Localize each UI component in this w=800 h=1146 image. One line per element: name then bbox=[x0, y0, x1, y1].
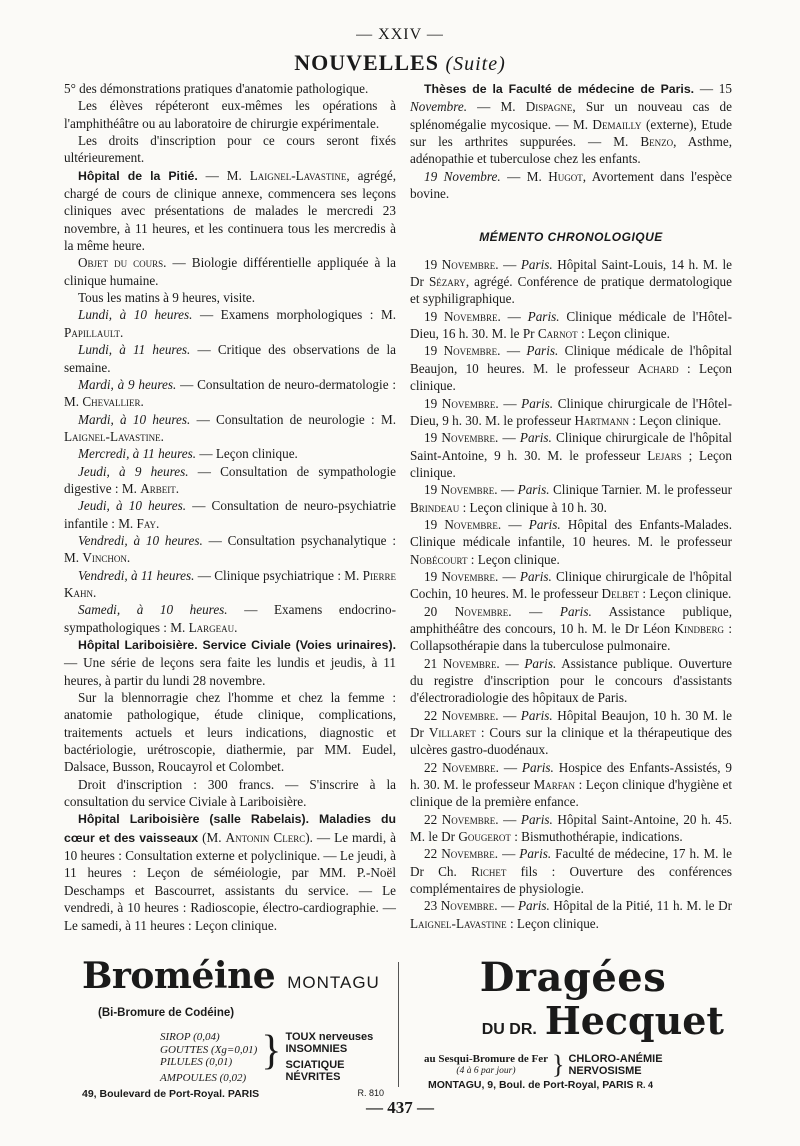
entry-text: Clinique chirurgicale de l'hôpital Cochin, 10 heures. M. le professeur bbox=[410, 568, 732, 602]
entry-text: Clinique médicale de l'Hôtel-Dieu, 16 h. 30. M. le Pr bbox=[410, 308, 732, 342]
person-name: Villaret bbox=[428, 725, 476, 741]
separator: — bbox=[498, 846, 520, 862]
entry-text: Clinique médicale de l'hôpital Beaujon, 10 heures. M. le professeur bbox=[410, 343, 732, 376]
person-name: Benzo bbox=[640, 134, 674, 150]
text: , Avortement dans l'espèce bovine. bbox=[410, 168, 732, 202]
entry-date: 20 Novembre. bbox=[424, 603, 512, 619]
paragraph: 5° des démonstrations pratiques d'anatomie pathologique. bbox=[64, 81, 369, 96]
entry-date: 19 Novembre. bbox=[424, 308, 501, 324]
entry-date: 19 Novembre. bbox=[424, 516, 502, 532]
indication: NÉVRITES bbox=[285, 1071, 341, 1083]
text: — Clinique psychiatrique : M. bbox=[194, 567, 363, 583]
entry-date: 19 Novembre. bbox=[424, 343, 501, 359]
text: — M. bbox=[500, 168, 549, 184]
entry-city: Paris. bbox=[517, 482, 550, 498]
text: — Consultation de neuro-psychiatrie infantile : M. bbox=[64, 498, 396, 531]
section-title: Hôpital Lariboisière (salle Rabelais). Maladies du cœur et des vaisseaux bbox=[64, 812, 396, 845]
entry-city: Paris. bbox=[528, 516, 561, 532]
text: . bbox=[126, 550, 131, 566]
entry-date: 22 Novembre. bbox=[424, 846, 499, 862]
memento-entry bbox=[410, 811, 732, 846]
forms-list bbox=[160, 1031, 257, 1084]
text: — Biologie différentielle appliquée à la clinique humaine. bbox=[64, 255, 396, 288]
heading-suffix: (Suite) bbox=[445, 53, 506, 75]
ad-forms bbox=[160, 1028, 394, 1084]
memento-entry bbox=[410, 256, 732, 308]
text: — Leçon clinique. bbox=[196, 446, 298, 462]
brace-icon: } bbox=[261, 1028, 282, 1074]
person-name: Laignel-Lavastine bbox=[410, 915, 507, 931]
paragraph: Tous les matins à 9 heures, visite. bbox=[78, 290, 256, 306]
person-name: Fay bbox=[136, 515, 157, 531]
indications bbox=[285, 1031, 373, 1084]
time: Mardi, à 10 heures. bbox=[78, 411, 191, 427]
person-name: Chevallier bbox=[82, 394, 141, 410]
memento-entry bbox=[410, 395, 732, 430]
time: Jeudi, à 10 heures. bbox=[78, 498, 187, 514]
time: Samedi, à 10 heures. bbox=[78, 602, 228, 618]
composition-line: au Sesqui-Bromure de Fer bbox=[424, 1052, 548, 1065]
ad-brand bbox=[82, 956, 394, 1003]
person-name: Carnot bbox=[537, 326, 578, 342]
section-title: Hôpital de la Pitié. bbox=[78, 168, 198, 183]
paragraph bbox=[410, 168, 732, 203]
text: . bbox=[156, 515, 160, 531]
indication: TOUX nerveuses bbox=[285, 1031, 374, 1043]
text: . bbox=[140, 394, 144, 410]
form-item: GOUTTES (Xg=0,01) bbox=[160, 1043, 258, 1056]
right-column bbox=[410, 80, 732, 932]
memento-list bbox=[410, 256, 732, 932]
entry-text: : Leçon clinique. bbox=[467, 551, 560, 567]
person-name: Laignel-Lavastine bbox=[64, 428, 161, 444]
entry-text: Hôpital Saint-Antoine, 20 h. 45. M. le Dr bbox=[410, 811, 733, 845]
entry-date: 19 Novembre. bbox=[424, 568, 499, 584]
memento-entry bbox=[410, 308, 732, 343]
schedule-item bbox=[64, 497, 396, 532]
entry-text: Faculté de médecine, 17 h. M. le Dr Ch. bbox=[410, 846, 733, 879]
time: Mardi, à 9 heures. bbox=[78, 376, 177, 392]
text: , Sur un nouveau cas de splénomégalie mycosique. — M. bbox=[410, 99, 732, 132]
paragraph bbox=[64, 167, 396, 255]
ad-code: R. 810 bbox=[357, 1088, 384, 1098]
memento-entry bbox=[410, 429, 732, 481]
entry-date: 22 Novembre. bbox=[424, 707, 499, 723]
brand-maker: MONTAGU bbox=[287, 973, 380, 992]
memento-title: MÉMENTO CHRONOLOGIQUE bbox=[479, 230, 663, 245]
entry-text: Hospice des Enfants-Assistés, 9 h. 30. M. le professeur bbox=[410, 759, 733, 793]
entry-date: 22 Novembre. bbox=[424, 811, 499, 827]
paragraph: Sur la blennorragie chez l'homme et chez la femme : anatomie pathologique, étude clinique, complications, traitements actuels et leurs indications, diagnostic et bactériologie, urétroscopie, diathermie, par MM. Eudel, Dalsace, Busson, Roucayrol et Colombet. bbox=[64, 690, 396, 775]
time: Mercredi, à 11 heures. bbox=[78, 446, 197, 462]
separator: — bbox=[499, 655, 525, 671]
separator: — bbox=[498, 707, 521, 723]
paragraph: Les droits d'inscription pour ce cours seront fixés ultérieurement. bbox=[64, 133, 396, 166]
text: — Consultation de neurologie : M. bbox=[190, 411, 396, 427]
entry-city: Paris. bbox=[527, 308, 560, 324]
indication: INSOMNIES bbox=[285, 1043, 348, 1055]
indications bbox=[568, 1053, 662, 1077]
composition-text bbox=[424, 1054, 548, 1077]
schedule-item bbox=[64, 411, 396, 446]
text: — 15 bbox=[694, 81, 732, 96]
text: — Examens endocrino-sympathologiques : M. bbox=[64, 602, 396, 635]
date: Novembre. bbox=[410, 99, 468, 115]
schedule-item bbox=[64, 532, 396, 567]
entry-text: Assistance publique, amphithéâtre des concours, 10 h. M. le Dr Léon bbox=[410, 603, 733, 636]
entry-text: Hôpital Beaujon, 10 h. 30 M. le Dr bbox=[410, 707, 732, 741]
form-item: PILULES (0,01) bbox=[160, 1056, 233, 1068]
entry-city: Paris. bbox=[519, 568, 552, 584]
text: . bbox=[160, 428, 164, 444]
address-text: MONTAGU, 9, Boul. de Port-Royal, PARIS bbox=[428, 1079, 634, 1091]
entry-city: Paris. bbox=[520, 811, 553, 827]
indication: CHLORO-ANÉMIE bbox=[568, 1053, 663, 1065]
memento-entry bbox=[410, 655, 732, 707]
memento-entry bbox=[410, 897, 732, 932]
entry-text: : Collapsothérapie dans la tuberculose pulmonaire. bbox=[410, 620, 732, 654]
memento-entry bbox=[410, 481, 732, 516]
entry-city: Paris. bbox=[524, 655, 557, 671]
ad-bromeine bbox=[82, 955, 394, 1100]
entry-city: Paris. bbox=[526, 343, 559, 359]
schedule-item bbox=[64, 341, 396, 376]
person-name: Gougerot bbox=[458, 829, 511, 845]
separator: — bbox=[498, 811, 521, 827]
memento-entry bbox=[410, 603, 732, 655]
memento-entry bbox=[410, 845, 732, 897]
separator: — bbox=[497, 482, 518, 498]
entry-text: : Leçon clinique. bbox=[410, 360, 732, 394]
entry-date: 21 Novembre. bbox=[424, 655, 500, 671]
ad-subtitle: (Bi-Bromure de Codéine) bbox=[98, 1007, 235, 1019]
person-name: Largeau bbox=[188, 619, 235, 635]
separator: — bbox=[498, 430, 520, 446]
text: , Asthme, adénopathie et tuberculose chez les enfants. bbox=[410, 134, 733, 167]
text: — Examens morphologiques : M. bbox=[192, 307, 396, 323]
person-name: Antonin Clerc bbox=[225, 829, 306, 845]
person-name: Nobécourt bbox=[410, 551, 468, 567]
text: — M. bbox=[467, 99, 526, 115]
entry-city: Paris. bbox=[559, 603, 592, 619]
person-name: Vinchon bbox=[82, 550, 127, 566]
entry-text: : Leçon clinique d'hygiène et clinique de la première enfance. bbox=[410, 777, 732, 810]
text: . bbox=[175, 480, 180, 496]
text: — Consultation psychanalytique : M. bbox=[64, 532, 396, 566]
entry-date: 22 Novembre. bbox=[424, 759, 499, 775]
schedule-item bbox=[64, 445, 396, 462]
memento-entry bbox=[410, 568, 732, 603]
section-title: Hôpital Lariboisière. Service Civiale (Voies urinaires). bbox=[78, 638, 396, 652]
entry-date: 19 Novembre. bbox=[424, 430, 499, 446]
entry-text: : Leçon clinique. bbox=[506, 915, 599, 931]
separator: — bbox=[498, 759, 522, 775]
separator: — bbox=[497, 898, 518, 914]
entry-text: Hôpital des Enfants-Malades. Clinique médicale infantile, 10 heures. M. le professeur bbox=[410, 516, 732, 550]
person-name: Dispagne bbox=[525, 99, 573, 115]
separator: — bbox=[511, 603, 560, 619]
paragraph bbox=[410, 80, 732, 168]
entry-city: Paris. bbox=[517, 898, 550, 914]
date: 19 Novembre. bbox=[424, 168, 501, 184]
entry-date: 23 Novembre. bbox=[424, 898, 498, 914]
entry-text: Assistance publique. Ouverture du registre d'inscription pour le concours d'assistants d'électroradiologie des hôpitaux de Paris. bbox=[410, 655, 732, 706]
text: — M. bbox=[197, 167, 250, 183]
schedule-item bbox=[64, 306, 396, 341]
entry-text: , agrégé. Conférence de pratique dermatologique et syphiligraphique. bbox=[410, 274, 732, 307]
entry-text: Clinique Tarnier. M. le professeur bbox=[549, 482, 732, 498]
time: Lundi, à 11 heures. bbox=[78, 342, 191, 358]
person-name: Delbet bbox=[601, 586, 640, 602]
entry-city: Paris. bbox=[520, 707, 553, 723]
paragraph bbox=[64, 254, 396, 289]
memento-entry bbox=[410, 759, 732, 811]
person-name: Laignel-Lavastine bbox=[249, 167, 347, 183]
entry-city: Paris. bbox=[520, 256, 553, 272]
schedule-item bbox=[64, 376, 396, 411]
entry-text: : Bismuthothérapie, indications. bbox=[510, 829, 683, 845]
ad-composition bbox=[424, 1050, 738, 1079]
paragraph bbox=[64, 636, 396, 689]
entry-text: Clinique chirurgicale de l'Hôtel-Dieu, 9 h. 30. M. le professeur bbox=[410, 395, 732, 428]
entry-text: : Leçon clinique. bbox=[639, 586, 732, 602]
separator: — bbox=[498, 568, 520, 584]
entry-text: : Leçon clinique. bbox=[577, 326, 670, 342]
person-name: Brindeau bbox=[410, 499, 460, 515]
entry-text: ; Leçon clinique. bbox=[410, 447, 732, 480]
left-column bbox=[64, 80, 396, 934]
entry-date: 19 Novembre. bbox=[424, 482, 498, 498]
entry-text: Hôpital Saint-Louis, 14 h. M. le Dr bbox=[410, 256, 732, 290]
brand-prefix: DU DR. bbox=[481, 1021, 537, 1038]
person-name: Hugot bbox=[548, 168, 583, 184]
ad-code: R. 4 bbox=[636, 1080, 653, 1090]
entry-text: Hôpital de la Pitié, 11 h. M. le Dr bbox=[549, 898, 733, 914]
entry-text: Clinique chirurgicale de l'hôpital Saint-Antoine, 9 h. 30. M. le professeur bbox=[410, 430, 732, 463]
entry-text: : Cours sur la clinique et la thérapeutique des ulcères gastro-duodénaux. bbox=[410, 725, 732, 758]
text: (externe), Etude sur les arthrites suppurées. — M. bbox=[410, 116, 732, 150]
person-name: Hartmann bbox=[574, 412, 629, 428]
separator: — bbox=[498, 256, 521, 272]
schedule-item bbox=[64, 567, 396, 602]
text: ). — Le mardi, à 10 heures : Consultation externe et polyclinique. — Le jeudi, à 11 heures : Leçon de séméiologie, par MM. P.-Noël Deschamps et Bascourret, assistants du service. — Le vendredi, à 10 heures : Radioscopie, électro-cardiographie. — Le samedi, à 11 heures : Leçon clinique. bbox=[64, 829, 396, 933]
text: — Critique des observations de la semaine. bbox=[64, 342, 396, 375]
schedule-item bbox=[64, 601, 396, 636]
page-footer: — 437 — bbox=[366, 1098, 434, 1117]
person-name: Achard bbox=[637, 360, 679, 376]
entry-date: 19 Novembre. bbox=[424, 256, 499, 272]
ad-brand: Dragées bbox=[479, 954, 667, 1001]
person-name: Papillault bbox=[64, 324, 120, 340]
person-name: Sézary bbox=[428, 274, 466, 290]
section-title: Thèses de la Faculté de médecine de Paris. bbox=[424, 82, 695, 96]
dosage-text: (4 à 6 par jour) bbox=[456, 1065, 516, 1076]
person-name: Demailly bbox=[592, 116, 642, 132]
dosage bbox=[424, 1065, 548, 1077]
separator: — bbox=[501, 516, 529, 532]
heading-title: NOUVELLES bbox=[294, 50, 439, 75]
ad-address bbox=[428, 1079, 738, 1091]
person-name: Richet bbox=[471, 863, 507, 879]
form-item: AMPOULES (0,02) bbox=[160, 1071, 247, 1084]
memento-entry bbox=[410, 342, 732, 394]
text: . bbox=[93, 584, 97, 600]
time: Jeudi, à 9 heures. bbox=[78, 463, 189, 479]
text: — Consultation de sympathologie digestive : M. bbox=[64, 463, 396, 496]
entry-city: Paris. bbox=[521, 395, 554, 411]
paragraph bbox=[64, 810, 396, 933]
separator: — bbox=[500, 343, 527, 359]
time: Vendredi, à 10 heures. bbox=[78, 532, 203, 548]
separator: — bbox=[498, 395, 522, 411]
person-name: Kindberg bbox=[674, 620, 725, 636]
brace-icon: } bbox=[551, 1050, 565, 1079]
entry-text: : Leçon clinique à 10 h. 30. bbox=[459, 499, 607, 515]
label: Objet du cours. bbox=[78, 255, 167, 271]
ad-brand-line bbox=[408, 1000, 724, 1051]
text: — Une série de leçons sera faite les lundis et jeudis, à 11 heures, à partir du lundi 28 novembre. bbox=[64, 655, 396, 688]
memento-entry bbox=[410, 707, 732, 759]
person-name: Lejars bbox=[647, 447, 682, 463]
entry-text: : Leçon clinique. bbox=[628, 412, 722, 428]
text: . bbox=[234, 619, 238, 635]
separator: — bbox=[500, 308, 528, 324]
page-number: — XXIV — bbox=[356, 26, 444, 43]
entry-date: 19 Novembre. bbox=[424, 395, 499, 411]
brand-name: Broméine bbox=[82, 955, 276, 997]
address-text: 49, Boulevard de Port-Royal. PARIS bbox=[82, 1088, 260, 1100]
text: — Consultation de neuro-dermatologie : M. bbox=[64, 376, 396, 410]
person-name: Marfan bbox=[533, 777, 576, 793]
section-heading bbox=[0, 50, 800, 76]
schedule-item bbox=[64, 463, 396, 498]
indication: NERVOSISME bbox=[568, 1065, 642, 1077]
form-item: SIROP (0,04) bbox=[160, 1031, 220, 1043]
text: . bbox=[120, 324, 124, 340]
ad-divider bbox=[398, 962, 399, 1087]
person-name: Pierre Kahn bbox=[64, 567, 396, 600]
entry-city: Paris. bbox=[519, 846, 552, 862]
time: Vendredi, à 11 heures. bbox=[78, 567, 195, 583]
text: , agrégé, chargé de cours de clinique annexe, commencera ses leçons cliniques avec présentations de malades le mercredi 23 novembre, à 11 heures, et les continuera tous les mercredis à la même heure. bbox=[64, 167, 396, 254]
entry-text: fils : Ouverture des conférences complémentaires de physiologie. bbox=[410, 863, 733, 897]
person-name: Arbeit bbox=[140, 480, 176, 496]
entry-city: Paris. bbox=[521, 759, 554, 775]
ad-hecquet bbox=[408, 956, 738, 1091]
brand-name: Hecquet bbox=[544, 998, 724, 1043]
text: (M. bbox=[198, 829, 226, 845]
paragraph: Droit d'inscription : 300 francs. — S'inscrire à la consultation du service Civiale à Lariboisière. bbox=[64, 776, 396, 810]
entry-city: Paris. bbox=[519, 430, 552, 446]
time: Lundi, à 10 heures. bbox=[78, 307, 193, 323]
indication: SCIATIQUE bbox=[285, 1059, 345, 1071]
memento-entry bbox=[410, 516, 732, 568]
paragraph: Les élèves répéteront eux-mêmes les opérations à l'amphithéâtre ou au laboratoire de chirurgie expérimentale. bbox=[64, 98, 396, 131]
